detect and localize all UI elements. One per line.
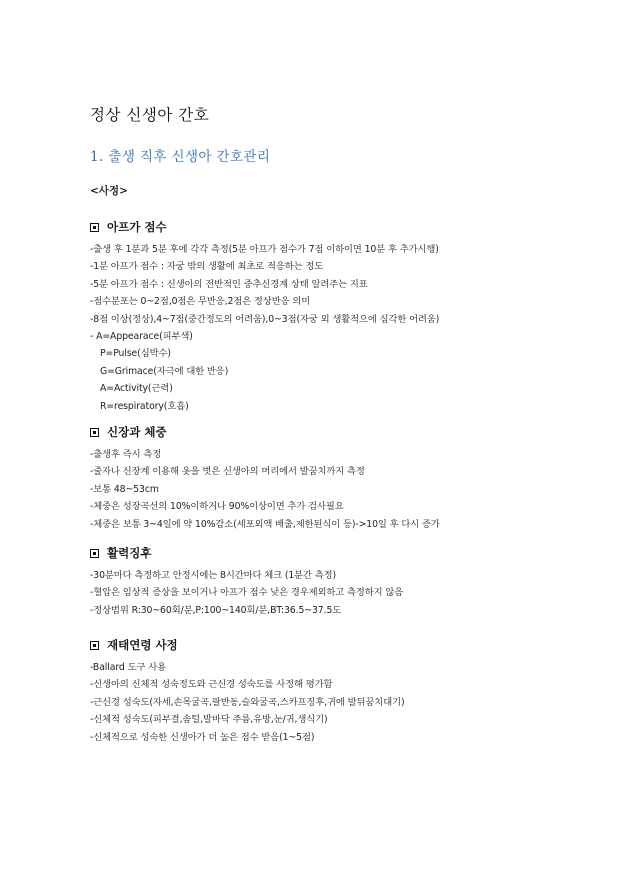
square-bullet-icon [90,641,99,650]
square-bullet-icon [90,428,99,437]
section-height-weight [90,423,610,533]
text-line: -혈압은 임상적 증상을 보이거나 아프가 점수 낮은 경우제외하고 측정하지 않음 [90,587,404,599]
text-line: -8점 이상(정상),4~7점(중간정도의 어려움),0~3점(자궁 외 생활적으에 심각한 어려움) [90,313,440,325]
section-lines [90,659,610,746]
text-line: -신체적 성숙도(피부결,솜털,발바닥 주름,유방,눈/귀,생식기) [90,714,328,726]
section-vital-signs [90,544,610,619]
text-line: -보통 48~53cm [90,483,159,495]
text-line: -정상범위 R:30~60회/분,P:100~140회/분,BT:36.5~37.5도 [90,604,342,616]
square-bullet-icon [90,549,99,558]
text-line: - A=Appearace(피부색) [90,330,193,342]
square-bullet-icon [90,223,99,232]
section-heading-text: 재태연령 사정 [107,638,178,652]
text-line: -줄자나 신장계 이용해 옷을 벗은 신생아의 머리에서 발꿈치까지 측정 [90,466,365,478]
text-line: -Ballard 도구 사용 [90,662,166,673]
section-heading [90,636,610,654]
text-line: -체중은 보통 3~4일에 약 10%감소(세포외액 배출,제한된식이 등)->10일 후 다시 증가 [90,518,440,530]
text-line: -출생후 즉시 측정 [90,449,162,460]
page-title: 정상 신생아 간호 [90,106,210,124]
text-line: -신체적으로 성숙한 신생아가 더 높은 점수 받음(1~5점) [90,731,315,743]
text-line: -5분 아프가 점수 : 신생아의 전반적인 중추신경계 상태 알려주는 지표 [90,278,368,290]
text-line: G=Grimace(자극에 대한 반응) [100,365,229,377]
section-apgar [90,218,610,415]
section-heading [90,218,610,236]
section-lines [90,241,610,415]
text-line: -출생 후 1분과 5분 후에 각각 측정(5분 아프가 점수가 7점 이하이면 10분 후 추가시행) [90,244,439,255]
text-line: -30분마다 측정하고 안정시에는 8시간마다 체크 (1분간 측정) [90,570,337,581]
section-heading [90,544,610,562]
text-line: -체중은 성장곡선의 10%이하거나 90%이상이면 추가 검사필요 [90,501,344,513]
text-line: A=Activity(근력) [100,383,173,395]
assessment-label: <사정> [90,185,128,197]
section-title: 1. 출생 직후 신생아 간호관리 [90,149,271,165]
section-gestational-age [90,636,610,746]
section-heading [90,423,610,441]
text-line: -점수분포는 0~2점,0점은 무반응,2점은 정상반응 의미 [90,296,311,308]
text-line: -근신경 성숙도(자세,손목굴곡,팔반동,슬와굴곡,스카프징후,귀에 발뒤꿈치대기) [90,696,405,708]
text-line: R=respiratory(호흡) [100,400,189,412]
text-line: -1분 아프가 점수 : 자궁 밖의 생활에 최초로 적응하는 정도 [90,261,324,273]
section-heading-text: 활력징후 [107,546,152,560]
text-line: P=Pulse(심박수) [100,348,171,360]
section-heading-text: 신장과 체중 [107,425,167,439]
section-lines [90,567,610,619]
section-heading-text: 아프가 점수 [107,220,167,234]
section-lines [90,446,610,533]
text-line: -신생아의 신체적 성숙정도와 근신경 성숙도를 사정해 평가함 [90,679,333,691]
